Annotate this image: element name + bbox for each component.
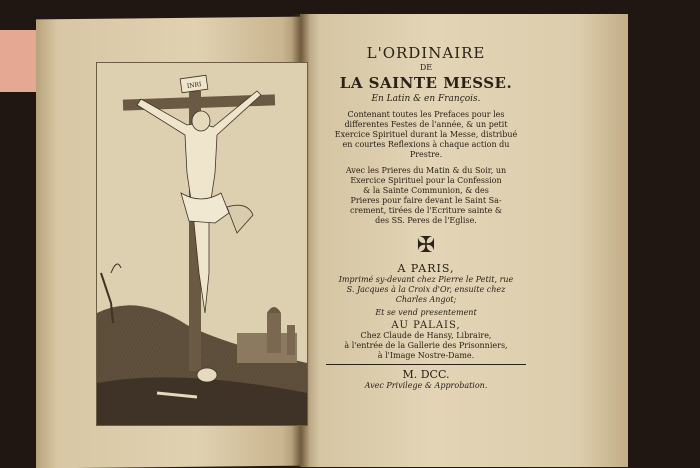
text-line: des SS. Peres de l'Eglise.	[375, 216, 477, 225]
title-line-3: LA SAINTE MESSE.	[339, 74, 513, 92]
text-line: à l'entrée de la Gallerie des Prisonniers,	[344, 341, 508, 350]
text-line: Contenant toutes les Prefaces pour les	[347, 110, 505, 119]
printers-cross-ornament: ✠	[416, 234, 436, 258]
text-line: Charles Angot;	[395, 295, 457, 304]
title-line-1: L'ORDINAIRE	[366, 44, 486, 62]
bookseller-block	[310, 331, 542, 361]
text-line: Exercice Spirituel pour la Confession	[350, 176, 502, 185]
title-page-text	[310, 44, 542, 391]
description-paragraph-1	[310, 110, 542, 160]
divider-rule	[326, 364, 526, 365]
privilege-line: Avec Privilege & Approbation.	[364, 381, 488, 390]
text-line: Chez Claude de Hansy, Libraire,	[360, 331, 492, 340]
description-paragraph-2	[310, 166, 542, 226]
titulus-text: INRI	[186, 81, 202, 90]
text-line: Prieres pour faire devant le Saint Sa-	[350, 196, 502, 205]
text-line: & la Sainte Communion, & des	[363, 186, 489, 195]
text-line: à l'Image Nostre-Dame.	[377, 351, 475, 360]
text-line: Imprimé sy-devant chez Pierre le Petit, rue	[338, 275, 514, 284]
text-line: en courtes Reflexions à chaque action du	[342, 140, 510, 149]
text-line: Exercice Spirituel durant la Messe, distribué	[334, 130, 518, 139]
text-line: S. Jacques à la Croix d'Or, ensuite chez	[346, 285, 506, 294]
text-line: Prestre.	[409, 150, 443, 159]
text-line: Avec les Prieres du Matin & du Soir, un	[345, 166, 507, 175]
text-line: crement, tirées de l'Ecriture sainte &	[349, 206, 503, 215]
sold-line: Et se vend presentement	[375, 308, 477, 317]
imprint-city: A PARIS,	[397, 262, 455, 275]
palais-line: AU PALAIS,	[391, 320, 461, 331]
imprint-year: M. DCC.	[402, 368, 450, 381]
title-line-4: En Latin & en François.	[371, 94, 481, 104]
text-line: differentes Festes de l'année, & un petit	[344, 120, 508, 129]
frontispiece-engraving	[96, 62, 308, 426]
imprint-block	[310, 275, 542, 305]
title-line-2: DE	[419, 63, 433, 72]
crucifixion-engraving	[97, 63, 307, 425]
